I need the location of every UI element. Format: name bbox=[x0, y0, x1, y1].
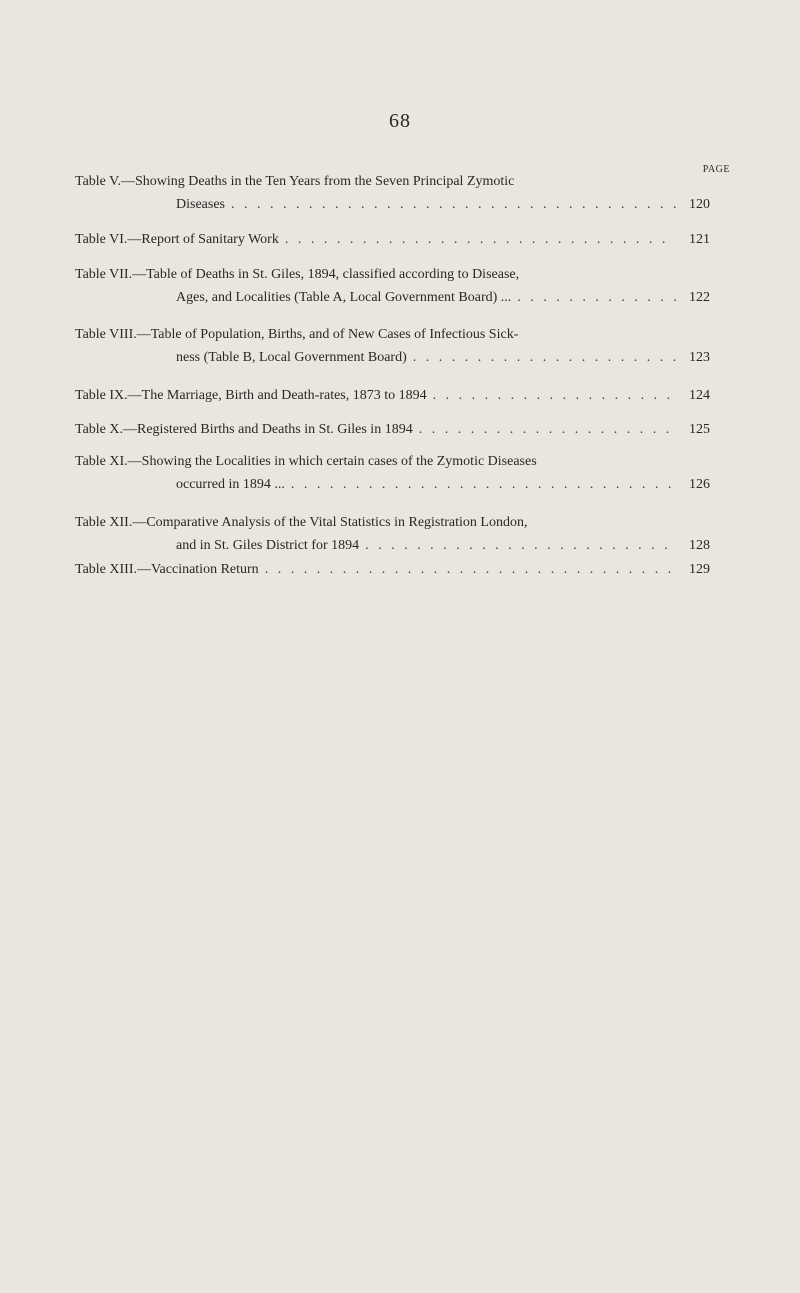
entry-title: Table VII.—Table of Deaths in St. Giles, 1894, classified according to Disease, bbox=[75, 267, 520, 282]
leader-dots bbox=[413, 418, 710, 441]
toc-entry-table-viii bbox=[75, 323, 710, 369]
entry-title: Table XI.—Showing the Localities in which certain cases of the Zymotic Diseases bbox=[75, 454, 537, 469]
entry-page-number: 123 bbox=[676, 346, 710, 369]
leader-dots bbox=[259, 558, 710, 581]
entry-title-continued: Ages, and Localities (Table A, Local Government Board) ... bbox=[176, 290, 512, 305]
entry-title-continued: occurred in 1894 ... bbox=[176, 477, 285, 492]
toc-entry-table-vii bbox=[75, 263, 710, 309]
entry-page-number: 129 bbox=[676, 558, 710, 581]
leader-dots bbox=[427, 384, 710, 407]
entry-title: Table IX.—The Marriage, Birth and Death-rates, 1873 to 1894 bbox=[75, 388, 427, 403]
entry-title: Table V.—Showing Deaths in the Ten Years from the Seven Principal Zymotic bbox=[75, 174, 515, 189]
toc-entry-table-ix bbox=[75, 384, 710, 407]
entry-page-number: 125 bbox=[676, 418, 710, 441]
entry-page-number: 120 bbox=[676, 193, 710, 216]
leader-dots bbox=[359, 534, 710, 557]
toc-entry-table-xii bbox=[75, 511, 710, 557]
toc-entry-table-v bbox=[75, 170, 710, 216]
entry-title: Table VI.—Report of Sanitary Work bbox=[75, 232, 279, 247]
page-number: 68 bbox=[389, 110, 411, 132]
entry-title: Table X.—Registered Births and Deaths in St. Giles in 1894 bbox=[75, 422, 413, 437]
toc-entry-table-x bbox=[75, 418, 710, 441]
entry-page-number: 124 bbox=[676, 384, 710, 407]
entry-page-number: 122 bbox=[676, 286, 710, 309]
entry-page-number: 121 bbox=[676, 228, 710, 251]
entry-title: Table XIII.—Vaccination Return bbox=[75, 562, 259, 577]
entry-title-continued: and in St. Giles District for 1894 bbox=[176, 538, 360, 553]
toc-entry-table-vi bbox=[75, 228, 710, 251]
entry-page-number: 128 bbox=[676, 534, 710, 557]
entry-title-continued: Diseases bbox=[176, 197, 225, 212]
entry-title: Table VIII.—Table of Population, Births, and of New Cases of Infectious Sick- bbox=[75, 327, 519, 342]
entry-title-continued: ness (Table B, Local Government Board) bbox=[176, 350, 407, 365]
toc-entry-table-xiii bbox=[75, 558, 710, 581]
leader-dots bbox=[225, 193, 710, 216]
leader-dots bbox=[407, 346, 710, 369]
toc-entry-table-xi bbox=[75, 450, 710, 496]
leader-dots bbox=[285, 473, 710, 496]
leader-dots bbox=[279, 228, 710, 251]
entry-page-number: 126 bbox=[676, 473, 710, 496]
page-column-heading: PAGE bbox=[702, 164, 730, 175]
entry-title: Table XII.—Comparative Analysis of the Vital Statistics in Registration London, bbox=[75, 515, 528, 530]
